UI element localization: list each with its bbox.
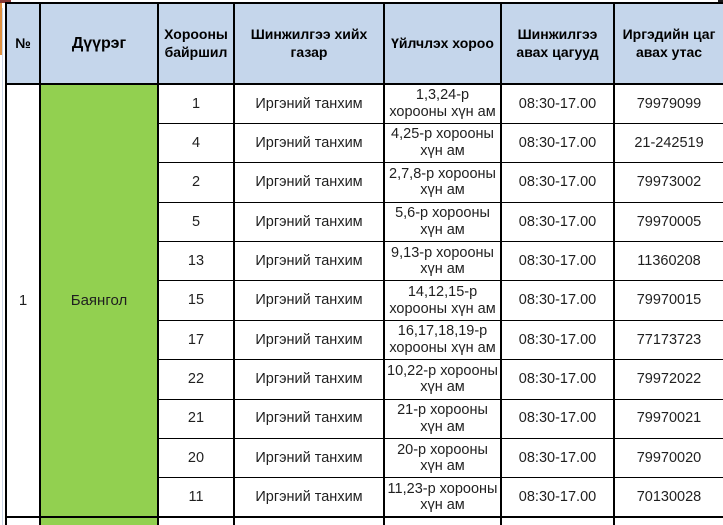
hours-cell: 08:30-17.00 — [501, 399, 614, 438]
hours-cell: 08:30-17.00 — [501, 242, 614, 281]
khoroo-location-cell: 21 — [158, 399, 234, 438]
empty-cell — [158, 517, 234, 525]
empty-cell — [6, 517, 40, 525]
khoroo-location-cell: 1 — [158, 84, 234, 123]
phone-cell: 79970021 — [614, 399, 723, 438]
khoroo-location-cell: 4 — [158, 123, 234, 162]
phone-cell: 79973002 — [614, 163, 723, 202]
khoroo-location-cell: 2 — [158, 163, 234, 202]
header-row — [6, 3, 723, 84]
serving-khoroo-cell: 11,23-р хорооны хүн ам — [384, 478, 501, 517]
header-location: Хорооны байршил — [158, 3, 234, 84]
phone-cell: 79970020 — [614, 439, 723, 478]
khoroo-location-cell: 13 — [158, 242, 234, 281]
header-phone: Иргэдийн цаг авах утас — [614, 3, 723, 84]
hours-cell: 08:30-17.00 — [501, 123, 614, 162]
phone-cell: 11360208 — [614, 242, 723, 281]
empty-cell — [234, 517, 384, 525]
district-name-cell: Баянгол — [40, 84, 158, 517]
test-place-cell: Иргэний танхим — [234, 320, 384, 359]
header-place: Шинжилгээ хийх газар — [234, 3, 384, 84]
khoroo-location-cell: 5 — [158, 202, 234, 241]
hours-cell: 08:30-17.00 — [501, 439, 614, 478]
sheet-gridline — [2, 8, 3, 525]
table-header — [6, 3, 723, 84]
serving-khoroo-cell: 14,12,15-р хорооны хүн ам — [384, 281, 501, 320]
serving-khoroo-cell: 16,17,18,19-р хорооны хүн ам — [384, 320, 501, 359]
phone-cell: 21-242519 — [614, 123, 723, 162]
header-khoroo: Үйлчлэх хороо — [384, 3, 501, 84]
next-district-row-partial — [6, 517, 723, 525]
serving-khoroo-cell: 20-р хорооны хүн ам — [384, 439, 501, 478]
test-place-cell: Иргэний танхим — [234, 399, 384, 438]
empty-cell — [384, 517, 501, 525]
hours-cell: 08:30-17.00 — [501, 84, 614, 123]
header-hours: Шинжилгээ авах цагууд — [501, 3, 614, 84]
table-body — [6, 84, 723, 525]
phone-cell: 79970005 — [614, 202, 723, 241]
test-place-cell: Иргэний танхим — [234, 281, 384, 320]
empty-cell — [614, 517, 723, 525]
table-row — [6, 84, 723, 123]
khoroo-location-cell: 20 — [158, 439, 234, 478]
test-place-cell: Иргэний танхим — [234, 123, 384, 162]
phone-cell: 70130028 — [614, 478, 723, 517]
corner-artifact-left — [0, 3, 2, 55]
khoroo-location-cell: 17 — [158, 320, 234, 359]
test-place-cell: Иргэний танхим — [234, 242, 384, 281]
phone-cell: 79972022 — [614, 360, 723, 399]
serving-khoroo-cell: 21-р хорооны хүн ам — [384, 399, 501, 438]
test-place-cell: Иргэний танхим — [234, 439, 384, 478]
phone-cell: 79979099 — [614, 84, 723, 123]
test-place-cell: Иргэний танхим — [234, 163, 384, 202]
khoroo-location-cell: 15 — [158, 281, 234, 320]
serving-khoroo-cell: 9,13-р хорооны хүн ам — [384, 242, 501, 281]
khoroo-location-cell: 11 — [158, 478, 234, 517]
serving-khoroo-cell: 2,7,8-р хорооны хүн ам — [384, 163, 501, 202]
hours-cell: 08:30-17.00 — [501, 478, 614, 517]
khoroo-location-cell: 22 — [158, 360, 234, 399]
test-place-cell: Иргэний танхим — [234, 478, 384, 517]
next-district-cell — [40, 517, 158, 525]
header-no: № — [6, 3, 40, 84]
hours-cell: 08:30-17.00 — [501, 163, 614, 202]
test-place-cell: Иргэний танхим — [234, 360, 384, 399]
test-place-cell: Иргэний танхим — [234, 202, 384, 241]
hours-cell: 08:30-17.00 — [501, 281, 614, 320]
empty-cell — [501, 517, 614, 525]
hours-cell: 08:30-17.00 — [501, 320, 614, 359]
serving-khoroo-cell: 10,22-р хорооны хүн ам — [384, 360, 501, 399]
serving-khoroo-cell: 1,3,24-р хорооны хүн ам — [384, 84, 501, 123]
header-district: Дүүрэг — [40, 3, 158, 84]
hours-cell: 08:30-17.00 — [501, 360, 614, 399]
test-place-cell: Иргэний танхим — [234, 84, 384, 123]
serving-khoroo-cell: 4,25-р хорооны хүн ам — [384, 123, 501, 162]
serving-khoroo-cell: 5,6-р хорооны хүн ам — [384, 202, 501, 241]
testing-schedule-table — [5, 2, 723, 525]
phone-cell: 77173723 — [614, 320, 723, 359]
district-number-cell: 1 — [6, 84, 40, 517]
hours-cell: 08:30-17.00 — [501, 202, 614, 241]
phone-cell: 79970015 — [614, 281, 723, 320]
